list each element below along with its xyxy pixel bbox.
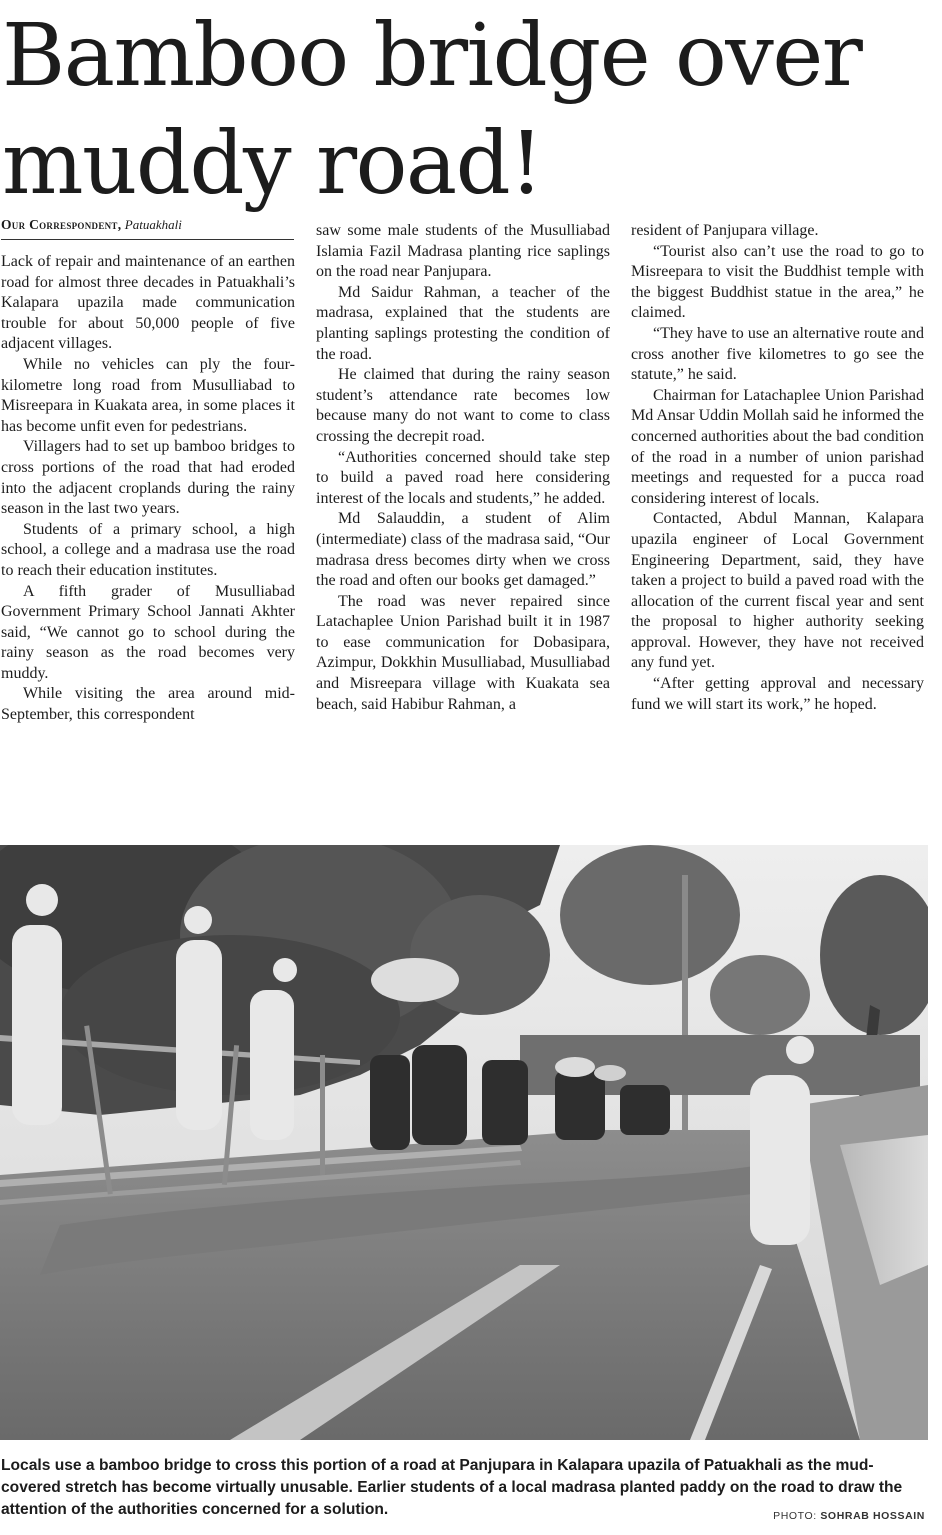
paragraph: Chairman for Latachaplee Union Parishad Md Ansar Uddin Mollah said he informed the concerned authorities about the bad condition of the road in a number of union parishad meetings and requested for a pucca road considering interest of locals. [631,386,924,507]
paragraph: saw some male students of the Musulliabad Islamia Fazil Madrasa planting rice saplings on the road near Panjupara. [316,222,610,281]
photo-credit-prefix: PHOTO: [773,1510,817,1522]
paragraph: Md Salauddin, a student of Alim (intermediate) class of the madrasa said, “Our madrasa dress becomes dirty when we cross the road and often our books get damaged.” [316,510,610,590]
byline-author: Our Correspondent, [1,217,122,232]
photo-credit-name: SOHRAB HOSSAIN [820,1510,925,1522]
paragraph: Md Saidur Rahman, a teacher of the madrasa, explained that the students are planting saplings protesting the condition of the road. [316,283,610,363]
paragraph: Lack of repair and maintenance of an earthen road for almost three decades in Patuakhali’s Kalapara upazila made communication trouble for about 50,000 people of five adjacent villages. [1,253,295,353]
paragraph: He claimed that during the rainy season student’s attendance rate becomes low because many do not want to come to class crossing the decrepit road. [316,366,610,445]
paragraph: Contacted, Abdul Mannan, Kalapara upazila engineer of Local Government Engineering Department, said, they have taken a project to build a paved road with the allocation of the current fiscal year and sent the proposal to higher authority seeking approval. However, they have not received any fund yet. [631,510,924,672]
paragraph: “Tourist also can’t use the road to go to Misreepara to visit the Buddhist temple with the biggest Buddhist statue in the area,” he claimed. [631,242,924,322]
paragraph: “They have to use an alternative route and cross another five kilometres to go see the statute,” he said. [631,324,924,384]
byline [1,216,294,240]
paragraph: While visiting the area around mid-September, this correspondent [1,685,295,724]
headline: Bamboo bridge over muddy road! [2,6,862,214]
paragraph: “After getting approval and necessary fund we will start its work,” he hoped. [631,675,924,713]
news-photo [0,845,928,1440]
paragraph: resident of Panjupara village. [631,222,819,239]
byline-place: Patuakhali [124,217,182,232]
paragraph: While no vehicles can ply the four-kilometre long road from Musulliabad to Misreepara in Kuakata area, in some places it has become unfit even for pedestrians. [1,355,295,435]
paragraph: The road was never repaired since Latachaplee Union Parishad built it in 1987 to ease communication for Dobasipara, Azimpur, Dokkhin Musulliabad, Musulliabad and Misreepara village with Kuakata sea beach, said Habibur Rahman, a [316,592,610,713]
article-column-1 [1,252,295,726]
photo-credit [773,1510,925,1522]
photo-caption: Locals use a bamboo bridge to cross this portion of a road at Panjupara in Kalapara upazila of Patuakhali as the mud-covered stretch has become virtually unusable. Earlier students of a local madrasa planted paddy on the road to draw the attention of the authorities concerned for a solution. [1,1457,903,1518]
paragraph: “Authorities concerned should take step to build a paved road here considering interest of the locals and students,” he added. [316,448,610,507]
paragraph: Villagers had to set up bamboo bridges to cross portions of the road that had eroded into the adjacent croplands during the rainy season in the last two years. [1,438,295,518]
article-column-2 [316,221,610,715]
article-column-3 [631,221,924,715]
paragraph: Students of a primary school, a high school, a college and a madrasa use the road to reach their education institutes. [1,520,295,579]
paragraph: A fifth grader of Musulliabad Government Primary School Jannati Akhter said, “We cannot go to school during the rainy season as the road becomes very muddy. [1,582,295,682]
